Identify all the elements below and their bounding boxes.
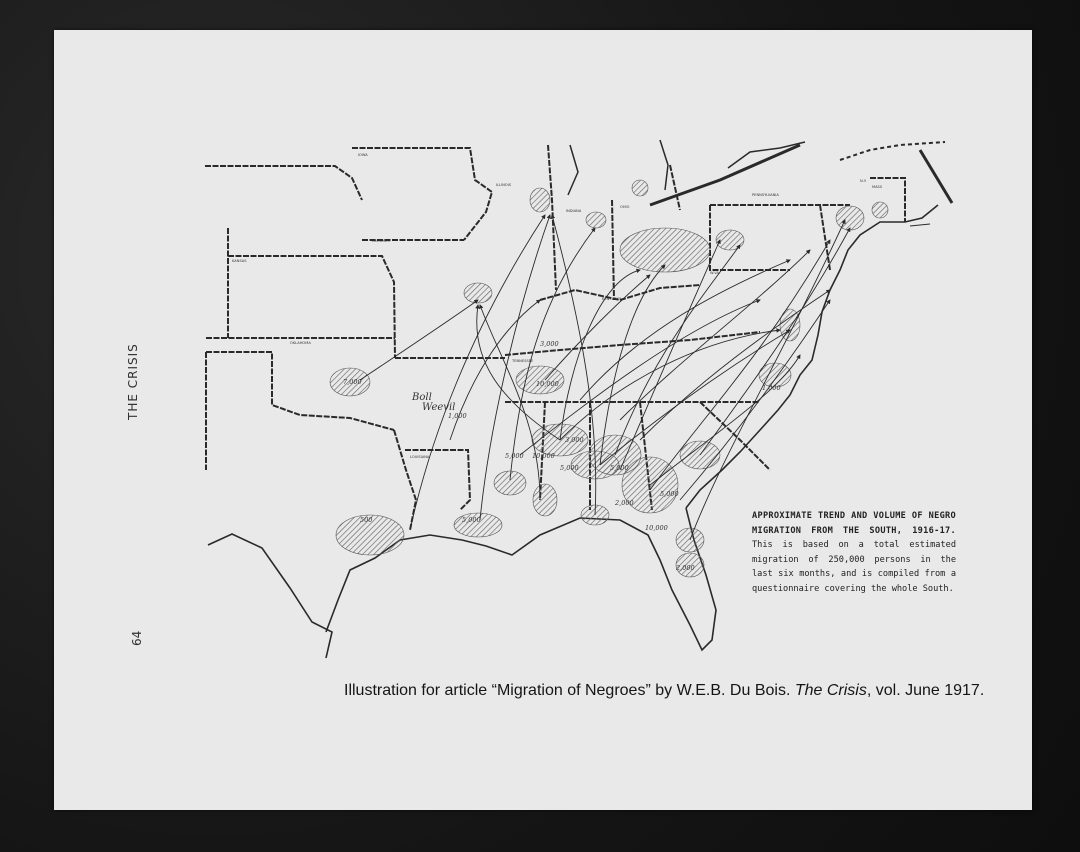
state-label: W.VA. (710, 271, 721, 275)
state-label: N.Y. (860, 179, 867, 183)
footer-caption (344, 682, 984, 700)
volume-label: 10,000 (536, 380, 559, 388)
volume-label: 3,000 (540, 340, 559, 348)
state-labels (232, 153, 883, 459)
running-head: THE CRISIS (126, 343, 140, 420)
boll-weevil-annotation: Boll (412, 392, 432, 403)
volume-label: 3,000 (565, 436, 584, 444)
volume-label: 1,000 (448, 412, 467, 420)
migration-routes (360, 215, 850, 540)
page-number: 64 (130, 630, 144, 646)
state-label: LOUISIANA (410, 455, 430, 459)
state-label: IOWA (358, 153, 368, 157)
caption-title: APPROXIMATE TREND AND VOLUME OF NEGRO MIGRATION FROM THE SOUTH, 1916-17. (752, 511, 956, 536)
state-label: MASS (872, 185, 883, 189)
state-label: INDIANA (566, 209, 582, 213)
volume-label: 5,000 (560, 464, 579, 472)
volume-label: 5,000 (660, 490, 679, 498)
volume-label: 7,000 (343, 378, 362, 386)
volume-label: 1,000 (762, 384, 781, 392)
state-label: OKLAHOMA (290, 341, 311, 345)
volume-label: 5,000 (462, 516, 481, 524)
volume-label: 10,000 (645, 524, 668, 532)
volume-label: 10,000 (532, 452, 555, 460)
volume-label: 5,000 (610, 464, 629, 472)
volume-label: 500 (360, 516, 373, 524)
state-label: OHIO (620, 205, 630, 209)
map-caption (752, 509, 956, 596)
state-label: ILLINOIS (496, 183, 511, 187)
footer-prefix: Illustration for article “Migration of Negroes” by W.E.B. Du Bois. (344, 682, 795, 699)
svg-text:Weevil: Weevil (422, 402, 456, 413)
state-label: KENTUCKY (602, 297, 622, 301)
state-label: TENNESSEE (512, 359, 534, 363)
state-label: KANSAS (232, 259, 247, 263)
volume-label: 2,000 (676, 564, 695, 572)
volume-label: 5,000 (505, 452, 524, 460)
volume-label: 2,000 (615, 499, 634, 507)
footer-suffix: , vol. June 1917. (866, 682, 985, 699)
state-label: PENNSYLVANIA (752, 193, 779, 197)
caption-body: This is based on a total estimated migration of 250,000 persons in the last six months, and is compiled from a questionnaire covering the whole South. (752, 540, 956, 594)
footer-journal: The Crisis (794, 682, 867, 699)
state-label: MISSOURI (372, 239, 390, 243)
